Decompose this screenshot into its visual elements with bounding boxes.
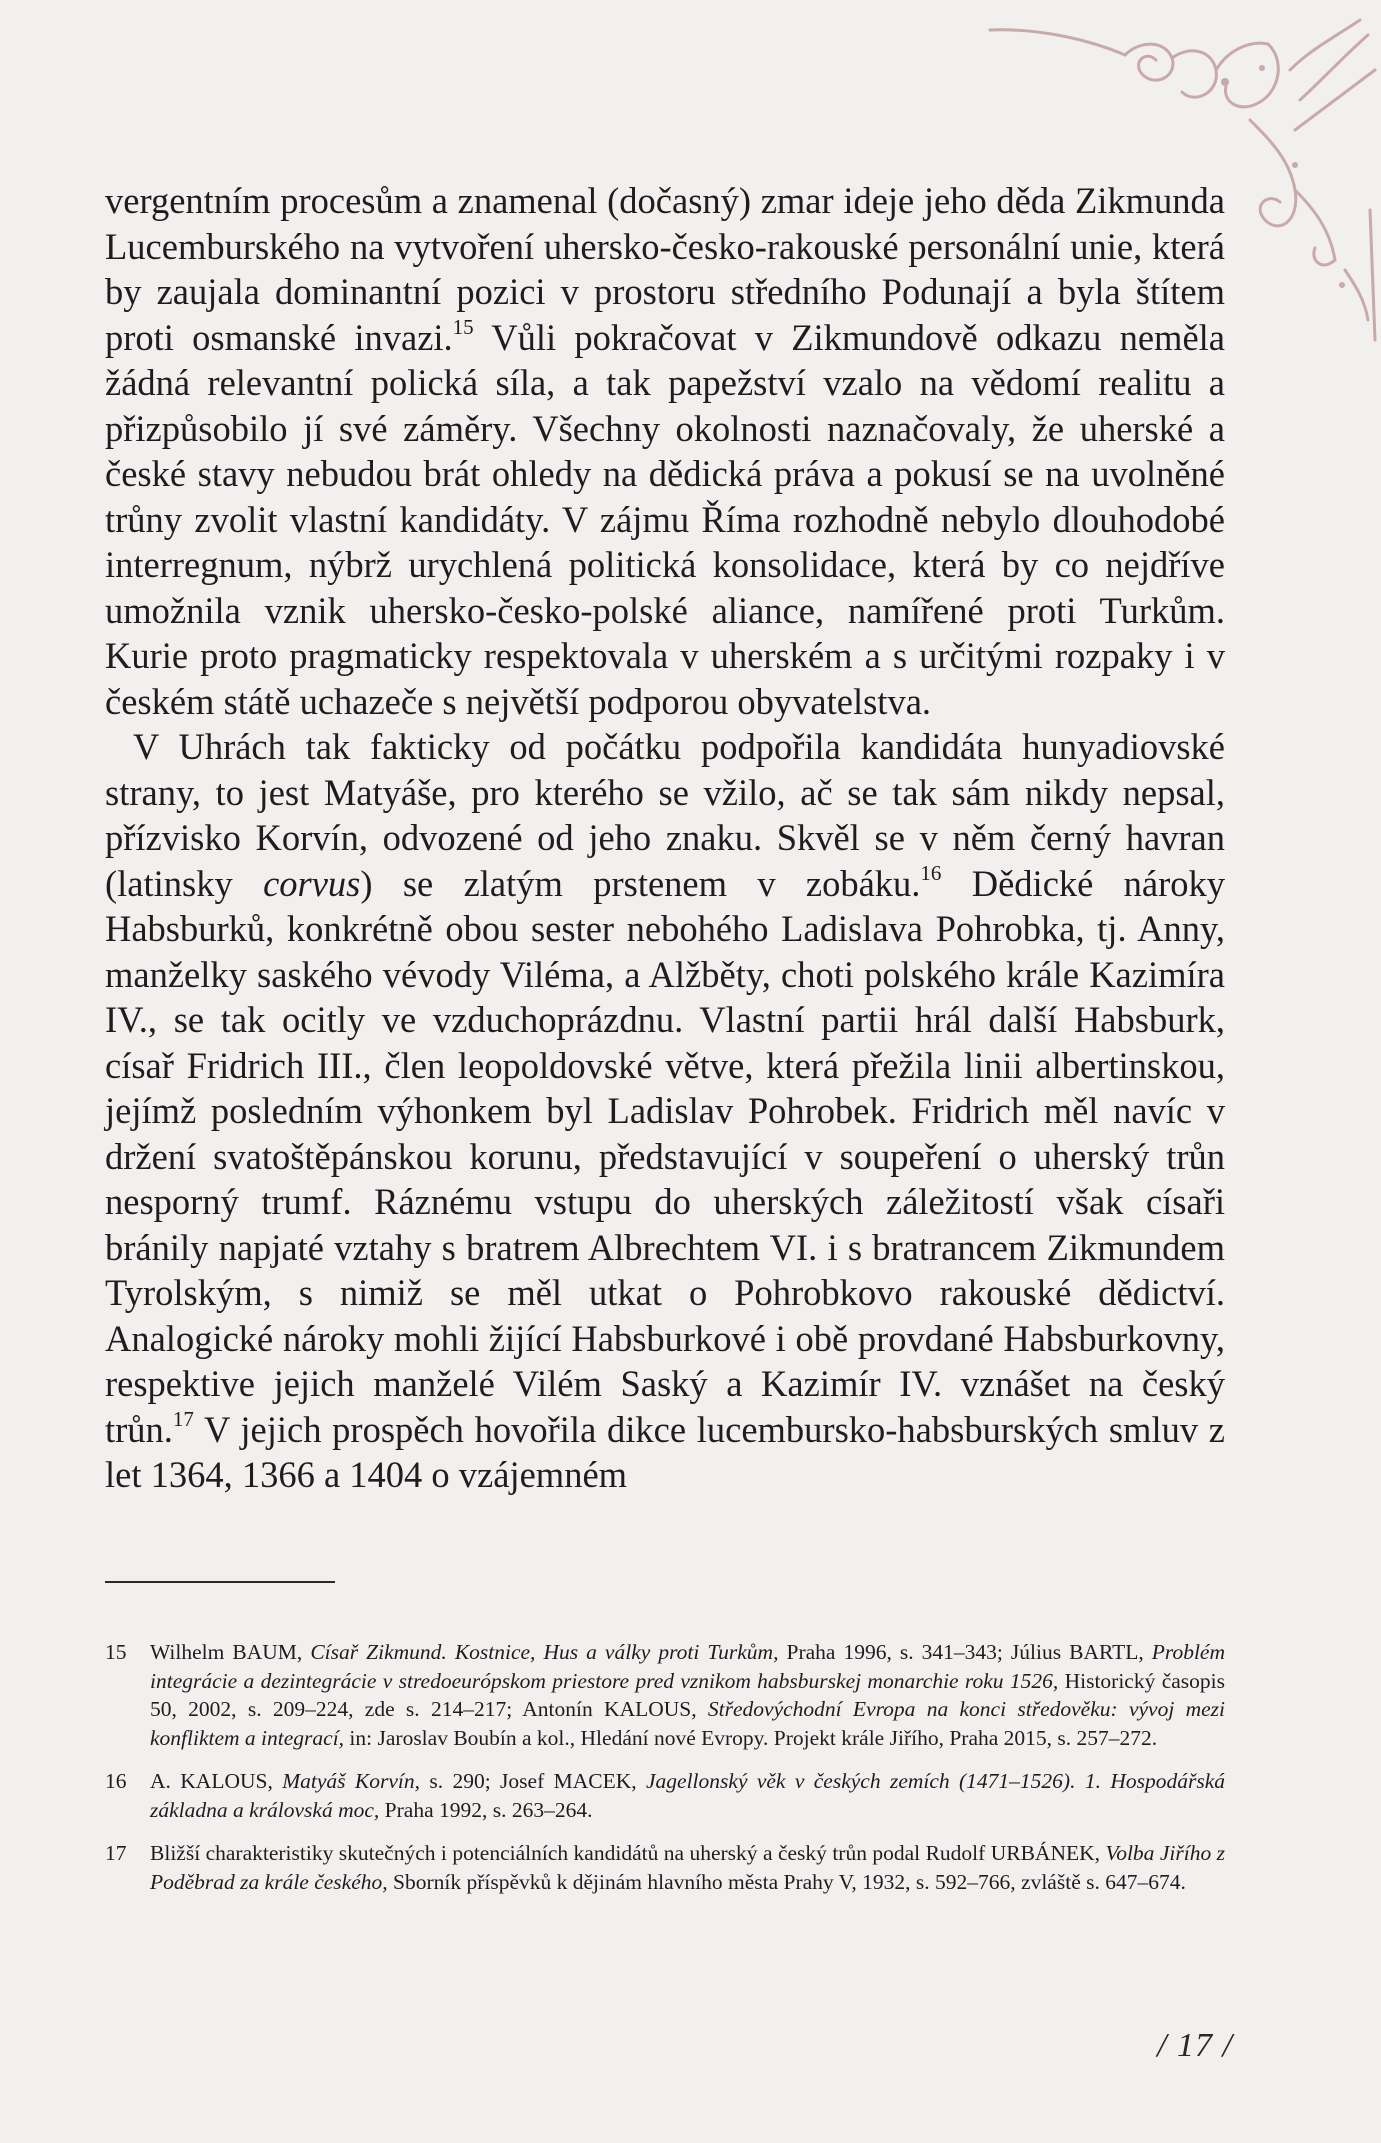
text-run: Sborník příspěvků k dějinám hlavního města Prahy V, 1932, s. 592–766, zvláště s. 647–674. [387,1869,1186,1894]
footnote-number: 17 [105,1841,127,1865]
body-paragraph [105,724,1225,1498]
footnote-number: 15 [105,1640,127,1664]
text-run: vergentním procesům a znamenal (dočasný) zmar ideje jeho děda Zikmunda Lucemburského na vytvoření uhersko-česko-rakouské personální unie, která by zaujala dominantní pozici v prostoru středního Podunají a byla štítem proti osmanské invazi. [105,180,1225,358]
footnote-number: 16 [105,1769,127,1793]
text-run: Bližší charakteristiky skutečných i potenciálních kandidátů na uherský a český trůn podal Rudolf URBÁNEK, [150,1841,1106,1865]
footnote [105,1638,1225,1752]
text-run: s. 290; Josef MACEK, [419,1769,646,1793]
text-run: in: Jaroslav Boubín a kol., Hledání nové Evropy. Projekt krále Jiřího, Praha 2015, s. 257–272. [344,1725,1158,1750]
italic-text: Matyáš Korvín, [282,1769,420,1793]
italic-text: corvus [263,862,361,904]
text-run: Historický časopis 50, 2002, s. 209–224, zde s. 214–217; Antonín KALOUS, [150,1668,1225,1721]
footnote-reference: 15 [452,315,474,340]
text-run: Wilhelm BAUM, [150,1640,311,1664]
text-run: A. KALOUS, [150,1769,283,1793]
text-run: V Uhrách tak fakticky od počátku podpořila kandidáta hunyadiovské strany, to jest Matyáše, pro kterého se vžilo, ač se tak sám nikdy nepsal, přízvisko Korvín, odvozené od jeho znaku. Skvěl se v něm černý havran (latinsky [105,726,1225,904]
text-run: Vůli pokračovat v Zikmundově odkazu neměla žádná relevantní polická síla, a tak papežství vzalo na vědomí realitu a přizpůsobilo jí své záměry. Všechny okolnosti naznačovaly, že uherské a české stavy nebudou brát ohledy na dědická práva a pokusí se na uvolněné trůny zvolit vlastní kandidáty. V zájmu Říma rozhodně nebylo dlouhodobé interregnum, nýbrž urychlená politická konsolidace, která by co nejdříve umožnila vznik uhersko-česko-polské aliance, namířené proti Turkům. Kurie proto pragmaticky respektovala v uherském a s určitými rozpaky i v českém státě uchazeče s největší podporou obyvatelstva. [105,316,1225,722]
main-text [105,178,1225,1498]
italic-text: Volba Jiřího z Poděbrad za krále českého, [150,1841,1226,1894]
page-number: / 17 / [1157,2027,1233,2064]
text-run: Praha 1996, s. 341–343; Július BARTL, [778,1640,1152,1664]
text-run: V jejich prospěch hovořila dikce lucembursko-habsburských smluv z let 1364, 1366 a 1404 o vzájemném [105,1408,1225,1495]
text-run: Praha 1992, s. 263–264. [379,1797,593,1822]
footnote-reference: 16 [920,861,942,886]
italic-text: Císař Zikmund. Kostnice, Hus a války proti Turkům, [310,1640,779,1664]
footnotes [105,1638,1225,1911]
footnote-separator [105,1581,335,1583]
body-paragraph [105,178,1225,724]
footnote [105,1839,1225,1896]
text-run: ) se zlatým prstenem v zobáku. [360,862,921,904]
italic-text: Problém integrácie a dezintegrácie v stredoeurópskom priestore pred vznikom habsburskej monarchie roku 1526, [150,1640,1225,1693]
footnote [105,1767,1225,1824]
footnote-reference: 17 [172,1407,194,1432]
italic-text: Středovýchodní Evropa na konci středověku: vývoj mezi konfliktem a integrací, [150,1697,1225,1750]
text-run: Dědické nároky Habsburků, konkrétně obou sester nebohého Ladislava Pohrobka, tj. Anny, manželky saského vévody Viléma, a Alžběty, choti polského krále Kazimíra IV., se tak ocitly ve vzduchoprázdnu. Vlastní partii hrál další Habsburk, císař Fridrich III., člen leopoldovské větve, která přežila linii albertinskou, jejímž posledním výhonkem byl Ladislav Pohrobek. Fridrich měl navíc v držení svatoštěpánskou korunu, představující v soupeření o uherský trůn nesporný trumf. Ráznému vstupu do uherských záležitostí však císaři bránily napjaté vztahy s bratrem Albrechtem VI. i s bratrancem Zikmundem Tyrolským, s nimiž se měl utkat o Pohrobkovo rakouské dědictví. Analogické nároky mohli žijící Habsburkové i obě provdané Habsburkovny, respektive jejich manželé Vilém Saský a Kazimír IV. vznášet na český trůn. [105,862,1226,1450]
italic-text: Jagellonský věk v českých zemích (1471–1526). 1. Hospodářská základna a královská moc, [150,1769,1225,1822]
